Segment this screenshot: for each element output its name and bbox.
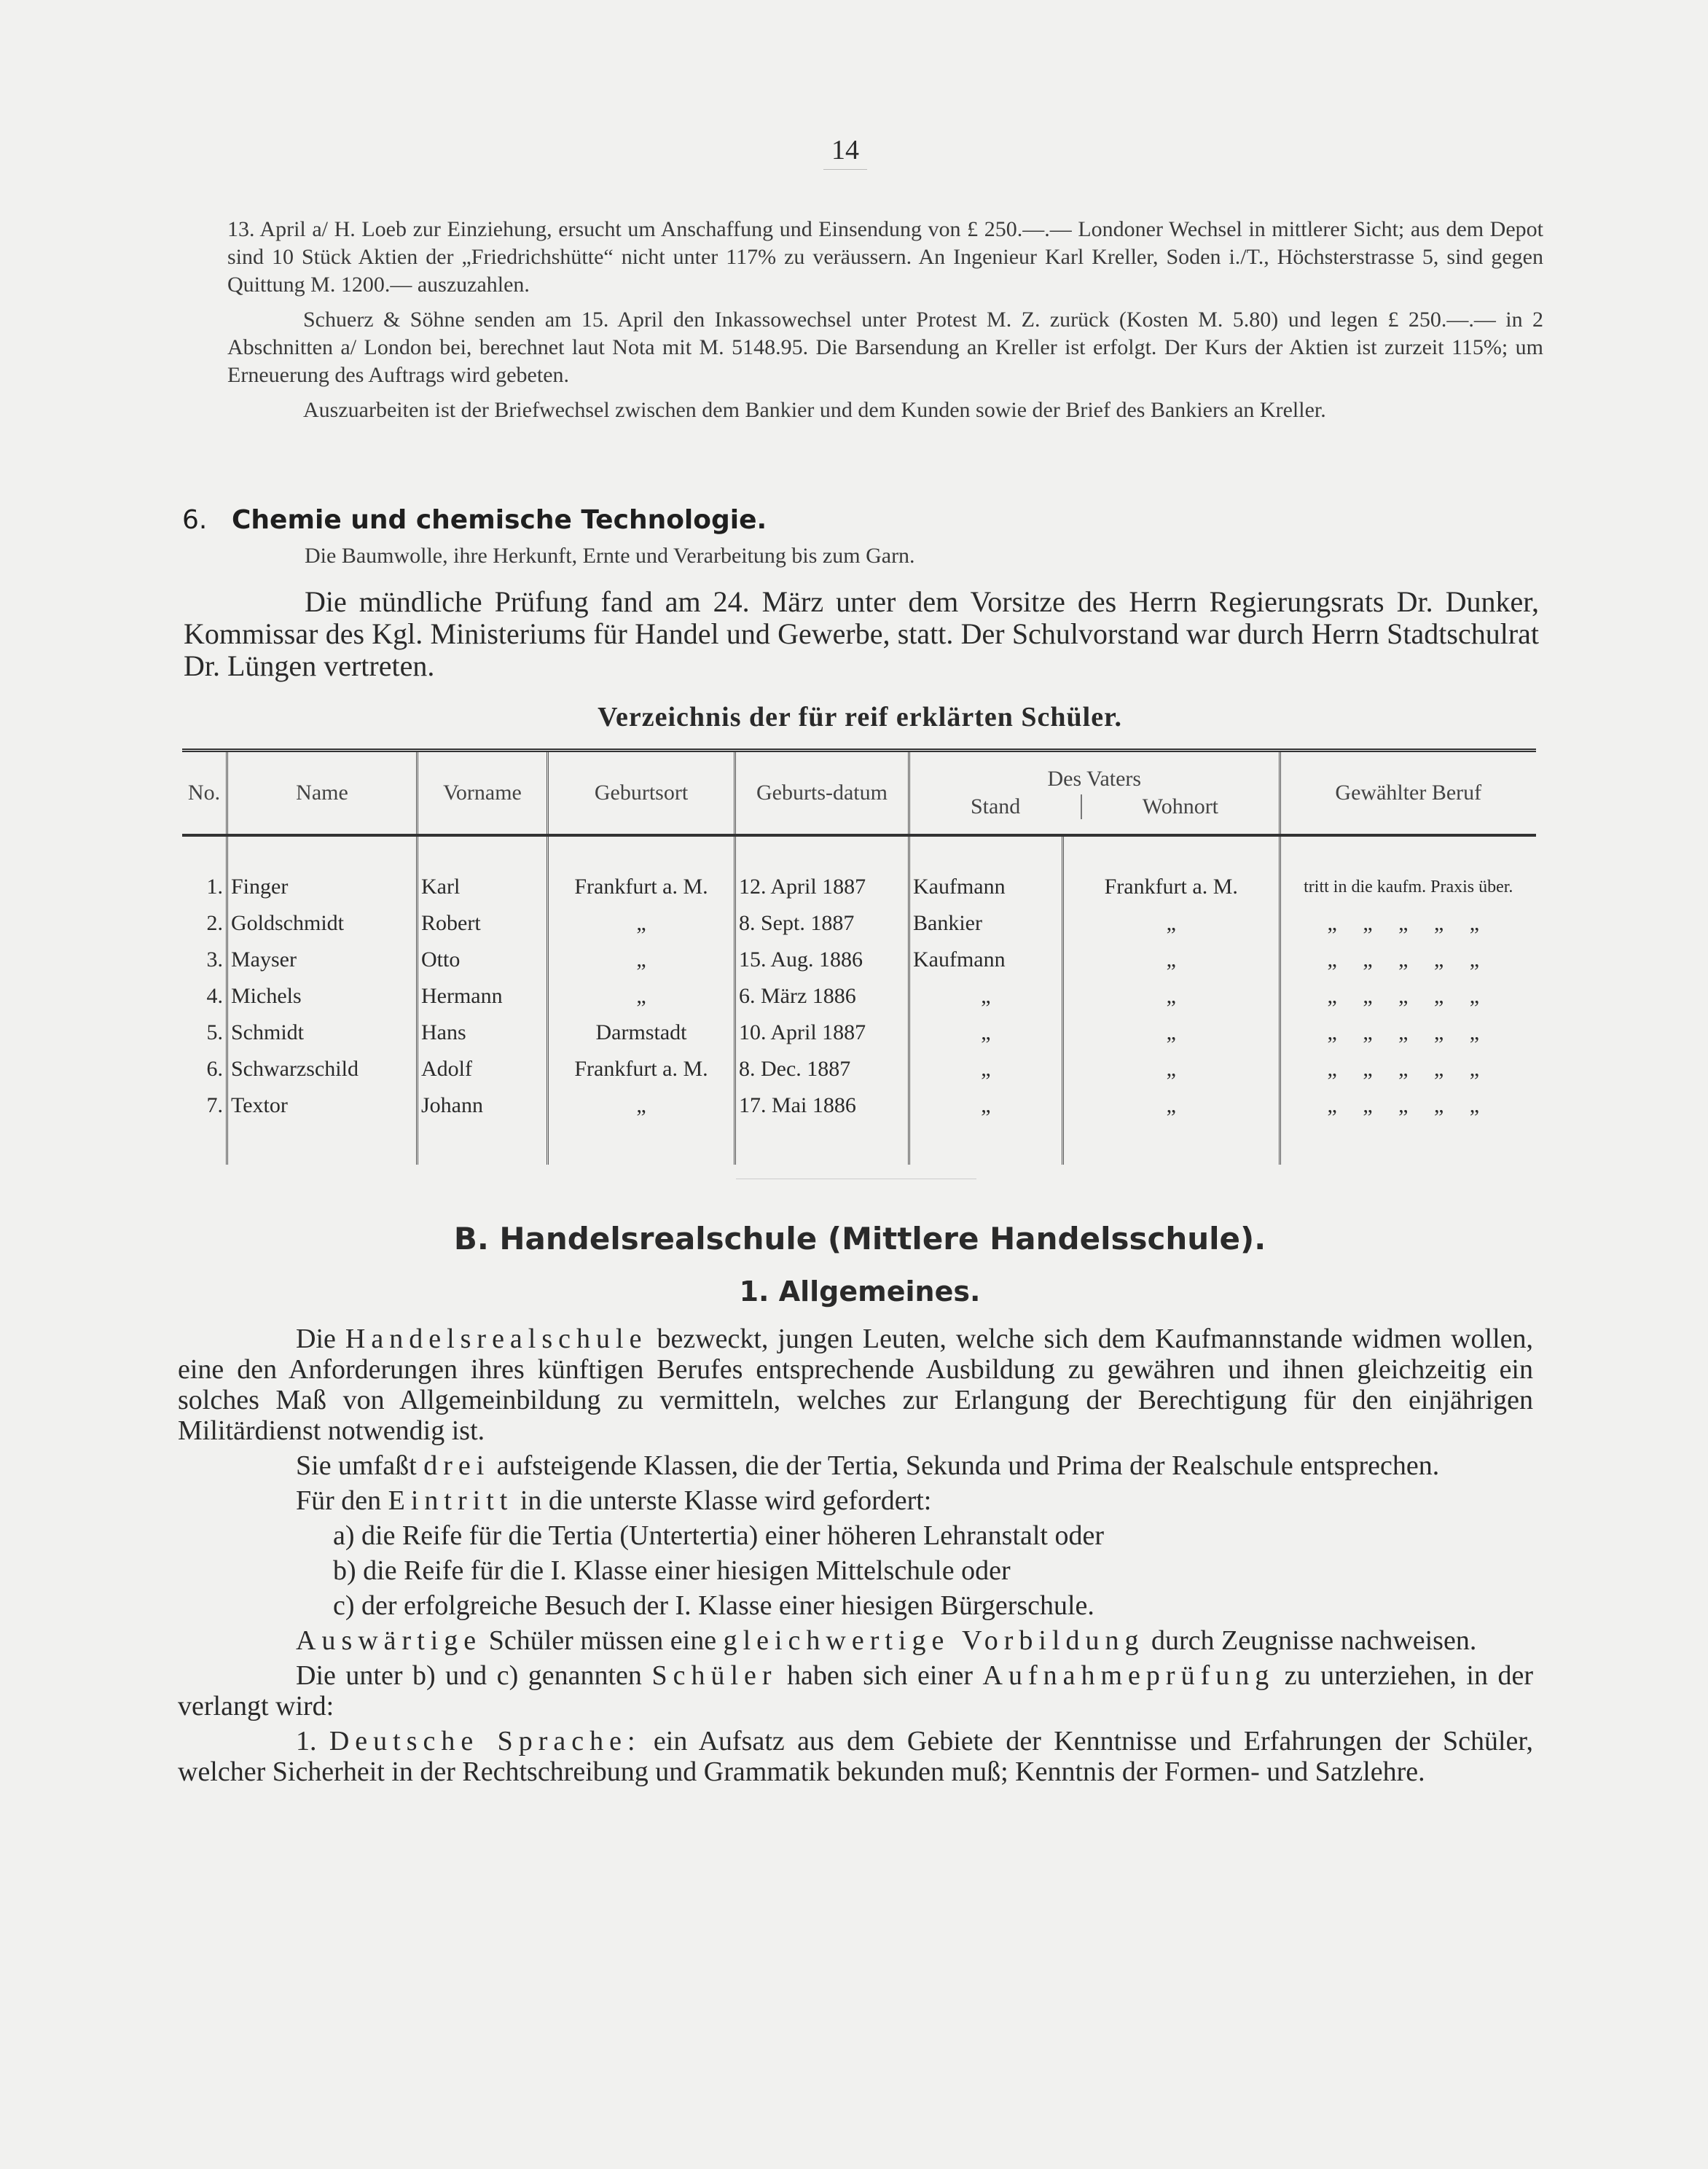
table-row: 1. Finger Karl Frankfurt a. M. 12. April 1887 Kaufmann Frankfurt a. M. tritt in die kaufm. Praxis über.	[182, 869, 1536, 905]
section-6-number: 6.	[182, 505, 208, 535]
requirement-b: b) die Reife für die I. Klasse einer hiesigen Mittelschule oder	[333, 1555, 1011, 1586]
intro-paragraph-1: 13. April a/ H. Loeb zur Einziehung, ersucht um Anschaffung und Einsendung von £ 250.—.— Londoner Wechsel in mittlerer Sicht; aus dem Depot sind 10 Stück Aktien der „Friedrichshütte“ nicht unter 117% zu veräussern. An Ingenieur Karl Kreller, Soden i./T., Höchsterstrasse 5, sind gegen Quittung M. 1200.— auszuzahlen.	[227, 217, 1543, 297]
table-header-row	[182, 751, 1536, 836]
header-stand: Stand	[970, 794, 1021, 818]
table-row: 6. Schwarzschild Adolf Frankfurt a. M. 8. Dec. 1887 „ „ „ „ „ „ „	[182, 1051, 1536, 1087]
section-b-paragraph-3: Für den Eintritt in die unterste Klasse wird gefordert:	[296, 1485, 932, 1516]
section-b-paragraph-5: Die unter b) und c) genannten Schüler haben sich einer Aufnahmeprüfung zu unterziehen, in der verlangt wird:	[178, 1660, 1534, 1721]
header-beruf: Gewählter Beruf	[1280, 751, 1536, 836]
graduates-table	[182, 749, 1536, 1165]
section-b-body	[178, 1324, 1533, 1791]
section-b-paragraph-4: Auswärtige Schüler müssen eine gleichwertige Vorbildung durch Zeugnisse nachweisen.	[296, 1625, 1477, 1656]
table-row: 3. Mayser Otto „ 15. Aug. 1886 Kaufmann „ „ „ „ „ „	[182, 942, 1536, 978]
page-number: 14	[823, 134, 867, 170]
section-6-subtitle: Die Baumwolle, ihre Herkunft, Ernte und Verarbeitung bis zum Garn.	[305, 544, 915, 568]
table-row: 4. Michels Hermann „ 6. März 1886 „ „ „ „ „ „ „	[182, 978, 1536, 1015]
section-b-subtitle: 1. Allgemeines.	[739, 1275, 981, 1308]
header-geburtsort: Geburtsort	[548, 751, 735, 836]
intro-paragraph-3: Auszuarbeiten ist der Briefwechsel zwischen dem Bankier und dem Kunden sowie der Brief des Bankiers an Kreller.	[303, 398, 1326, 422]
table-title: Verzeichnis der für reif erklärten Schüler.	[598, 702, 1122, 732]
header-wohnort: Wohnort	[1081, 794, 1278, 819]
header-vorname: Vorname	[418, 751, 548, 836]
section-b-title: B. Handelsrealschule (Mittlere Handelsschule).	[453, 1221, 1266, 1257]
intro-text	[227, 216, 1543, 424]
table-row: 7. Textor Johann „ 17. Mai 1886 „ „ „ „ „ „ „	[182, 1087, 1536, 1124]
header-no: No.	[182, 751, 227, 836]
exam-paragraph: Die mündliche Prüfung fand am 24. März unter dem Vorsitze des Herrn Regierungsrats Dr. Dunker, Kommissar des Kgl. Ministeriums für Handel und Gewerbe, statt. Der Schulvorstand war durch Herrn Stadtschulrat Dr. Lüngen vertreten.	[184, 585, 1539, 682]
section-6-title: Chemie und chemische Technologie.	[232, 505, 767, 535]
header-vater-label: Des Vaters	[1047, 767, 1142, 791]
section-b-paragraph-1: Die Handelsrealschule bezweckt, jungen Leuten, welche sich dem Kaufmannstande widmen wollen, eine den Anforderungen ihres künftigen Berufes entsprechende Ausbildung zu gewähren und ihnen gleichzeitig ein solches Maß von Allgemeinbildung zu vermitteln, welches zur Erlangung der Berechtigung für den einjährigen Militärdienst notwendig ist.	[178, 1324, 1534, 1446]
header-name: Name	[227, 751, 418, 836]
header-vater	[909, 751, 1280, 836]
section-b-paragraph-6: 1. Deutsche Sprache: ein Aufsatz aus dem Gebiete der Kenntnisse und Erfahrungen der Schüler, welcher Sicherheit in der Rechtschreibung und Grammatik bekunden muß; Kenntnis der Formen- und Satzlehre.	[178, 1726, 1534, 1787]
intro-paragraph-2: Schuerz & Söhne senden am 15. April den Inkassowechsel unter Protest M. Z. zurück (Kosten M. 5.80) und legen £ 250.—.— in 2 Abschnitten a/ London bei, berechnet laut Nota mit M. 5148.95. Die Barsendung an Kreller ist erfolgt. Der Kurs der Aktien ist zurzeit 115%; um Erneuerung des Auftrags wird gebeten.	[227, 308, 1543, 387]
header-geburtsdatum: Geburts-datum	[735, 751, 909, 836]
requirement-c: c) der erfolgreiche Besuch der I. Klasse einer hiesigen Bürgerschule.	[333, 1590, 1094, 1621]
section-b-paragraph-2: Sie umfaßt drei aufsteigende Klassen, die der Tertia, Sekunda und Prima der Realschule entsprechen.	[296, 1450, 1440, 1481]
section-6-heading	[182, 505, 1494, 535]
table-row: 5. Schmidt Hans Darmstadt 10. April 1887 „ „ „ „ „ „ „	[182, 1015, 1536, 1051]
table-row: 2. Goldschmidt Robert „ 8. Sept. 1887 Bankier „ „ „ „ „ „	[182, 905, 1536, 942]
requirement-a: a) die Reife für die Tertia (Untertertia) einer höheren Lehranstalt oder	[333, 1520, 1105, 1551]
